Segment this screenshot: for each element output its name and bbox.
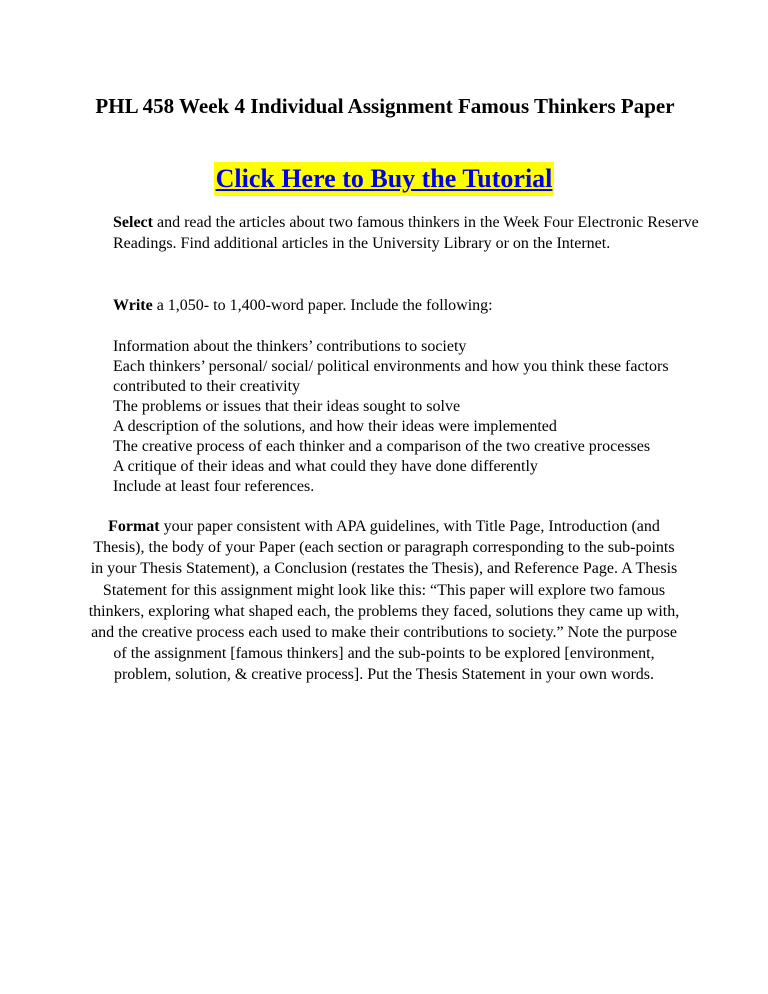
buy-tutorial-link[interactable]: Click Here to Buy the Tutorial [214, 162, 555, 196]
list-item: The creative process of each thinker and a comparison of the two creative processes [113, 438, 651, 455]
format-text: your paper consistent with APA guidelines, with Title Page, Introduction (and Thesis), the body of your Paper (each section or paragraph corresponding to the sub-points in your Thesis Statement), a Conclusion (restates the Thesis), and Reference Page. A Thesis Statement for this assignment might look like this: “This paper will explore two famous thinkers, exploring what shaped each, the problems they faced, solutions they came up with, and the creative process each used to make their contributions to society.” Note the purpose of the assignment [famous thinkers] and the sub-points to be explored [environment, problem, solution, & creative process]. Put the Thesis Statement in your own words. [88, 518, 680, 684]
requirements-list [113, 337, 703, 497]
write-text: a 1,050- to 1,400-word paper. Include the following: [152, 297, 493, 314]
page-title: PHL 458 Week 4 Individual Assignment Famous Thinkers Paper [95, 94, 675, 118]
select-paragraph [113, 212, 703, 254]
format-lead: Format [108, 518, 160, 535]
format-paragraph [88, 516, 680, 686]
list-item: The problems or issues that their ideas sought to solve [113, 398, 461, 415]
list-item: A description of the solutions, and how their ideas were implemented [113, 418, 557, 435]
list-item: A critique of their ideas and what could they have done differently [113, 458, 538, 475]
select-lead: Select [113, 214, 153, 231]
list-item: Each thinkers’ personal/ social/ political environments and how you think these factors contributed to their creativity [113, 358, 669, 395]
write-paragraph [113, 295, 703, 316]
buy-link-container [0, 162, 768, 196]
select-text: and read the articles about two famous thinkers in the Week Four Electronic Reserve Readings. Find additional articles in the University Library or on the Internet. [113, 214, 699, 252]
list-item: Information about the thinkers’ contributions to society [113, 338, 467, 355]
list-item: Include at least four references. [113, 478, 315, 495]
write-lead: Write [113, 297, 153, 314]
